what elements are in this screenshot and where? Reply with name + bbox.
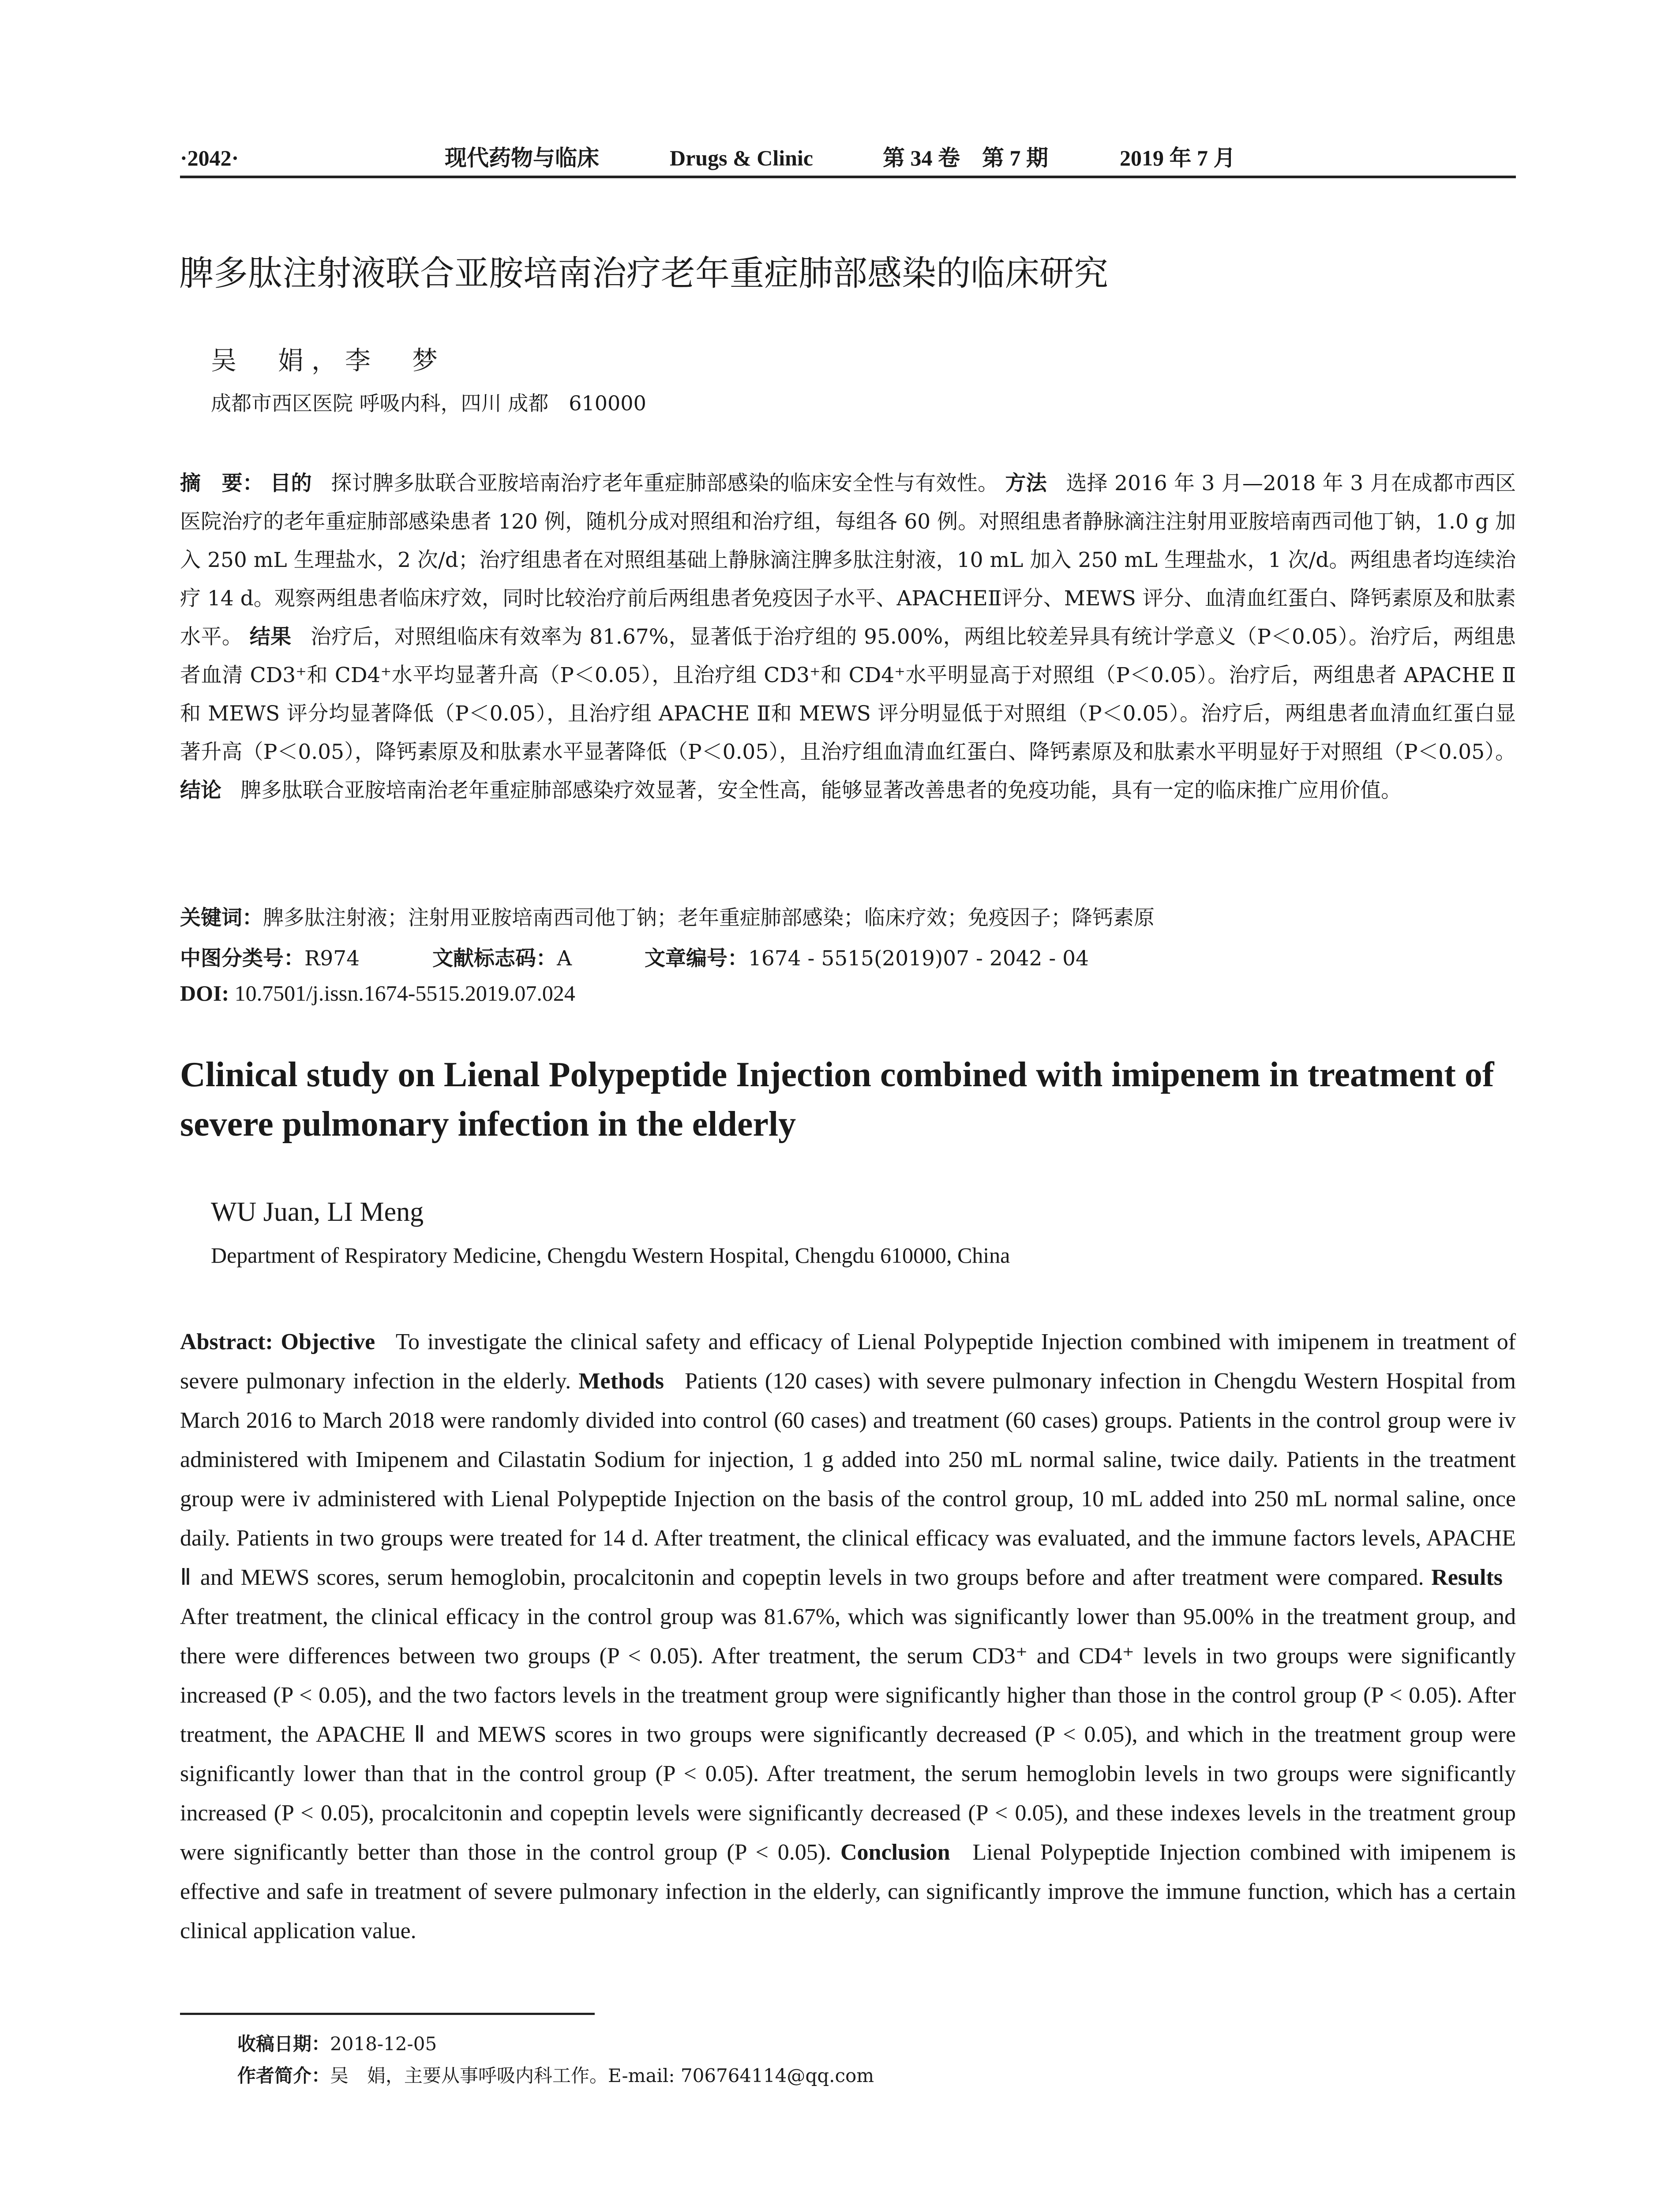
chinese-affiliation: 成都市西区医院 呼吸内科，四川 成都 610000: [211, 391, 646, 415]
classification-line: [180, 942, 1089, 972]
objective-label: Objective: [281, 1329, 375, 1354]
abstract-label: 摘 要：: [180, 471, 264, 495]
journal-name-en: Drugs & Clinic: [670, 146, 813, 170]
doi-label: DOI:: [180, 981, 229, 1005]
keywords-label: 关键词：: [180, 906, 263, 930]
keywords-line: [180, 901, 1155, 931]
english-abstract: [180, 1322, 1516, 1951]
journal-name-cn: 现代药物与临床: [445, 146, 599, 170]
methods-label: 方法: [1005, 471, 1047, 495]
chinese-authors: 吴 娟，李 梦: [211, 345, 446, 375]
issue-date: 2019 年 7 月: [1120, 146, 1236, 170]
keywords-text: 脾多肽注射液；注射用亚胺培南西司他丁钠；老年重症肺部感染；临床疗效；免疫因子；降钙素原: [263, 906, 1155, 930]
conclusion-label: 结论: [180, 778, 221, 803]
footnote-divider: [180, 2013, 595, 2015]
results-text: 治疗后，对照组临床有效率为 81.67%，显著低于治疗组的 95.00%，两组比较差异具有统计学意义（P＜0.05）。治疗后，两组患者血清 CD3⁺和 CD4⁺水平均显著升高（P＜0.05），且治疗组 CD3⁺和 CD4⁺水平明显高于对照组（P＜0.05）。治疗后，两组患者 APACHE Ⅱ和 MEWS 评分均显著降低（P＜0.05），且治疗组 APACHE Ⅱ和 MEWS 评分明显低于对照组（P＜0.05）。治疗后，两组患者血清血红蛋白显著升高（P＜0.05），降钙素原及和肽素水平显著降低（P＜0.05），且治疗组血清血红蛋白、降钙素原及和肽素水平明显好于对照组（P＜0.05）。: [180, 625, 1516, 764]
conclusion-text: 脾多肽联合亚胺培南治老年重症肺部感染疗效显著，安全性高，能够显著改善患者的免疫功能，具有一定的临床推广应用价值。: [240, 778, 1402, 803]
results-label: 结果: [249, 625, 292, 649]
running-header: [180, 140, 1516, 178]
english-title: Clinical study on Lienal Polypeptide Injection combined with imipenem in treatment of severe pulmonary infection in the elderly: [180, 1055, 1494, 1144]
doi-line: [180, 980, 575, 1006]
page-number: ·2042·: [180, 146, 239, 170]
article-number-label: 文章编号：: [644, 946, 748, 971]
author-bio-value: 吴 娟，主要从事呼吸内科工作。E-mail: 706764114@qq.com: [330, 2065, 874, 2086]
received-date-note: [237, 2030, 437, 2056]
author-bio-note: [237, 2061, 874, 2088]
conclusion-text: Lienal Polypeptide Injection combined with imipenem is effective and safe in treatment of severe pulmonary infection in the elderly, can significantly improve the immune function, which has a certain clinical application value.: [180, 1840, 1516, 1943]
english-authors: WU Juan, LI Meng: [211, 1197, 424, 1227]
article-number-value: 1674 - 5515(2019)07 - 2042 - 04: [748, 946, 1089, 971]
results-label: Results: [1431, 1565, 1503, 1590]
chinese-abstract: [180, 464, 1516, 810]
doc-code-value: A: [557, 946, 572, 971]
chinese-title: 脾多肽注射液联合亚胺培南治疗老年重症肺部感染的临床研究: [179, 254, 1109, 293]
received-label: 收稿日期：: [237, 2033, 330, 2055]
methods-label: Methods: [578, 1369, 664, 1394]
results-text: After treatment, the clinical efficacy in the control group was 81.67%, which was significantly lower than 95.00% in the treatment group, and there were differences between two groups (P < 0.05). After treatment, the serum CD3⁺ and CD4⁺ levels in two groups were significantly increased (P < 0.05), and the two factors levels in the treatment group were significantly higher than those in the control group (P < 0.05). After treatment, the APACHE Ⅱ and MEWS scores in two groups were significantly decreased (P < 0.05), and which in the treatment group were significantly lower than that in the control group (P < 0.05). After treatment, the serum hemoglobin levels in two groups were significantly increased (P < 0.05), procalcitonin and copeptin levels were significantly decreased (P < 0.05), and these indexes levels in the treatment group were significantly better than those in the control group (P < 0.05).: [180, 1604, 1516, 1865]
clc-label: 中图分类号：: [180, 946, 304, 971]
objective-label: 目的: [270, 471, 312, 495]
english-affiliation: Department of Respiratory Medicine, Chengdu Western Hospital, Chengdu 610000, China: [211, 1243, 1010, 1268]
doc-code-label: 文献标志码：: [432, 946, 557, 971]
abstract-label: Abstract:: [180, 1329, 273, 1354]
issue-info: 第 34 卷 第 7 期: [883, 146, 1048, 170]
author-bio-label: 作者简介：: [237, 2065, 330, 2086]
objective-text: 探讨脾多肽联合亚胺培南治疗老年重症肺部感染的临床安全性与有效性。: [331, 471, 999, 495]
conclusion-label: Conclusion: [840, 1840, 950, 1865]
methods-text: 选择 2016 年 3 月—2018 年 3 月在成都市西区医院治疗的老年重症肺部感染患者 120 例，随机分成对照组和治疗组，每组各 60 例。对照组患者静脉滴注注射用亚胺培南西司他丁钠，1.0 g 加入 250 mL 生理盐水，2 次/d；治疗组患者在对照组基础上静脉滴注脾多肽注射液，10 mL 加入 250 mL 生理盐水，1 次/d。两组患者均连续治疗 14 d。观察两组患者临床疗效，同时比较治疗前后两组患者免疫因子水平、APACHEⅡ评分、MEWS 评分、血清血红蛋白、降钙素原及和肽素水平。: [180, 471, 1516, 649]
objective-text: To investigate the clinical safety and efficacy of Lienal Polypeptide Injection combined with imipenem in treatment of severe pulmonary infection in the elderly.: [180, 1329, 1516, 1394]
methods-text: Patients (120 cases) with severe pulmonary infection in Chengdu Western Hospital from March 2016 to March 2018 were randomly divided into control (60 cases) and treatment (60 cases) groups. Patients in the control group were iv administered with Imipenem and Cilastatin Sodium for injection, 1 g added into 250 mL normal saline, twice daily. Patients in the treatment group were iv administered with Lienal Polypeptide Injection on the basis of the control group, 10 mL added into 250 mL normal saline, once daily. Patients in two groups were treated for 14 d. After treatment, the clinical efficacy was evaluated, and the immune factors levels, APACHE Ⅱ and MEWS scores, serum hemoglobin, procalcitonin and copeptin levels in two groups before and after treatment were compared.: [180, 1369, 1516, 1590]
doi-value: 10.7501/j.issn.1674-5515.2019.07.024: [234, 981, 575, 1005]
clc-value: R974: [304, 946, 360, 971]
received-value: 2018-12-05: [330, 2033, 437, 2055]
